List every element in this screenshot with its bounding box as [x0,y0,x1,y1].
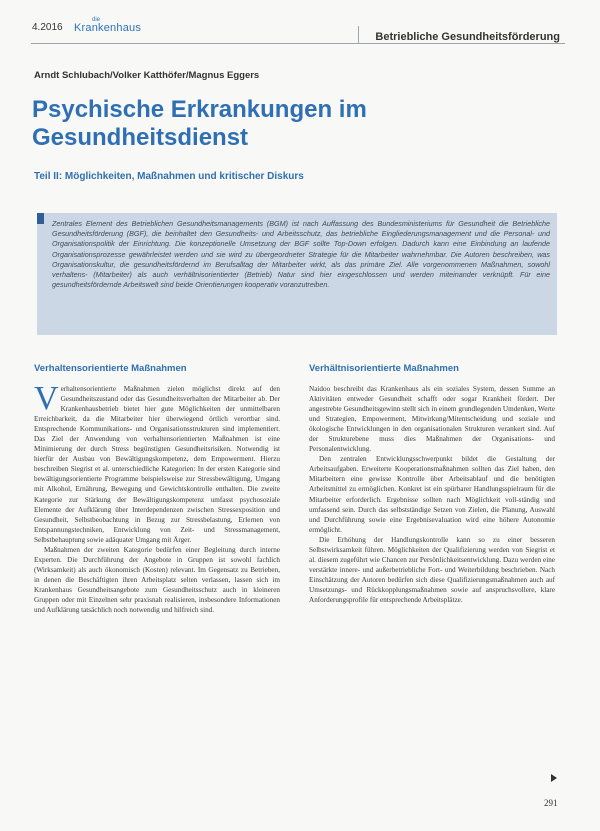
abstract-marker [37,213,44,224]
left-column [34,380,280,615]
abstract-text: Zentrales Element des Betrieblichen Gesundheitsmanagements (BGM) ist nach Auffassung des Bundesministeriums für Gesundheit die Betriebliche Gesundheitsförderung (BGF), die beinhaltet den Gesundheits- und Arbeitsschutz, das betriebliche Eingliederungsmanagement und die Personal- und Organisationspolitik der Einrichtung. Die konzeptionelle Umsetzung der BGF sollte Top-Down erfolgen. Dadurch kann eine Einbindung an laufende Organisationsprozesse gewährleistet werden und sie wird zu übergeordneter Strategie für die Mitarbeiter wahrnehmbar. Die Autoren beschreiben, was Organisationskultur, die gesundheitsfördernd im Berufsalltag der Mitarbeiter wirkt, als das primäre Ziel. Alle vorgenommenen Maßnahmen, sowohl verhaltens- (Mitarbeiter) als auch verhältnisorientierter (Betrieb) Natur sind hier eingeschlossen und werden miteinander verknüpft. Für eine gesundheitsfördernde Arbeitswelt sind beide Orientierungen kooperativ voranzutreiben. [52,219,550,290]
article-title: Psychische Erkrankungen im Gesundheitsdienst [32,96,367,151]
logo-prefix: die [92,17,101,23]
right-paragraph-2: Den zentralen Entwicklungsschwerpunkt bildet die Gestaltung der Arbeitsaufgaben. Erweiterte Kooperationsmaßnahmen sollten das Ziel haben, den Mitarbeitern eine gewisse Kontrolle über Arbeitsablauf und die benötigten Arbeitsmittel zu ermöglichen. Konkret ist ein spürbarer Handlungsspielraum für die Mitarbeiter erforderlich. Ergebnisse sollten nach Möglichkeit voll-ständig und umfassend sein. Durch das selbstständige Setzen von Zielen, die Planung, Auswahl und Durchführung sowie eine Ergebnisevaluation wird eine höhere Autonomie ermöglicht. [309,455,555,534]
right-column-heading: Verhältnisorientierte Maßnahmen [309,363,459,374]
header-rule [31,43,565,44]
section-title: Betriebliche Gesundheitsförderung [375,31,560,43]
page-number: 291 [544,798,558,808]
left-column-heading: Verhaltensorientierte Maßnahmen [34,363,187,374]
right-paragraph-3: Die Erhöhung der Handlungskontrolle kann so zu einer besseren Selbstwirksamkeit führen. Möglichkeiten der Qualifizierung werden von Siegrist et al. diesem zugeführt wie Chancen zur Persönlichkeitsentwicklung. Dazu werden eine verstärkte innere- und außerbetriebliche Fort- und Weiterbildung beschrieben. Nach Einschätzung der Autoren bedürfen sich diese Qualifizierungsmaßnahmen auch auf Umsetzungs- und Rückkopplungsmaßnahmen sowie auf anspruchsvollere, klare Anforderungsprofile für entsprechende Arbeitsplätze. [309,535,555,604]
right-column [309,384,555,605]
left-paragraph-2: Maßnahmen der zweiten Kategorie bedürfen einer Begleitung durch interne Experten. Die Durchführung der Angebote in Gruppen ist sowohl fachlich (Wirksamkeit) als auch ökonomisch (Kosten) relevant. Im Gegensatz zu Betrieben, in denen die Beschäftigten ihren Arbeitsplatz selten verlassen, lassen sich im Krankenhaus Gesundheitsangebote zum Gesundheitsschutz auch in kleineren Gruppen oder mit Einzelnen sehr praxisnah realisieren, insbesondere Informationen und Aufklärung tatsächlich noch notwendig und hilfreich sind. [34,545,280,615]
issue-number: 4.2016 [32,22,63,33]
article-subtitle: Teil II: Möglichkeiten, Maßnahmen und kritischer Diskurs [34,171,304,182]
logo-name: Krankenhaus [74,22,142,34]
continue-arrow-icon [551,774,557,782]
left-paragraph-1-text: erhaltensorientierte Maßnahmen zielen möglichst direkt auf den Gesundheitszustand oder das Gesundheitsverhalten der Mitarbeiter ab. Der Krankenhausbetrieb bietet hier gute Möglichkeiten der unmittelbaren Erreichbarkeit, da die Mitarbeiter hier überwiegend örtlich verortbar sind. Entsprechende Kommunikations- und Organisationsstrukturen sind implementiert. Das Ziel der Anwendung von verhaltensorientierten Maßnahmen ist eine Minimierung der durch Stress begünstigten Gesundheitsrisiken. Notwendig ist hierfür der Ausbau von Bewältigungskompetenz, dem Empowerment. Hierzu beschreiben Siegrist et al. unterschiedliche Kategorien: In der ersten Kategorie sind bewältigungsorientierte Programme beispielsweise zur Stressbewältigung, Umgang mit Alkohol, Ernährung, Bewegung und Gewichtskontrolle enthalten. Die zweite Kategorie zur Stärkung der Bewältigungskompetenz umfasst psychosoziale Elemente der Aufklärung über Interdependenzen zwischen Stressexposition und Gesundheit, Selbstbeobachtung in Bezug zur Stressbelastung, Erlernen von Entspannungstechniken, Entwicklung von Zeit- und Stressmanagement, Selbstbehauptung sowie adäquater Umgang mit Ärger. [34,385,280,544]
left-paragraph-1 [34,380,280,545]
drop-cap: V [34,380,59,417]
right-paragraph-1: Naidoo beschreibt das Krankenhaus als ein soziales System, dessen Summe an Aktivitäten entweder Gesundheit schafft oder sogar Krankheit fördert. Der angestrebte Gesundheitsgewinn stellt sich in einem grundlegenden Umdenken, Werte und Strategien, Empowerment, Mitwirkung/Mitentscheidung und soziale und ökologische Entwicklungen in den organisationalen Strukturen verankert sind. Auf der Strukturebene muss dies Maßnahmen der Organisations- und Personalentwicklung. [309,385,555,454]
article-authors: Arndt Schlubach/Volker Katthöfer/Magnus Eggers [34,70,260,81]
